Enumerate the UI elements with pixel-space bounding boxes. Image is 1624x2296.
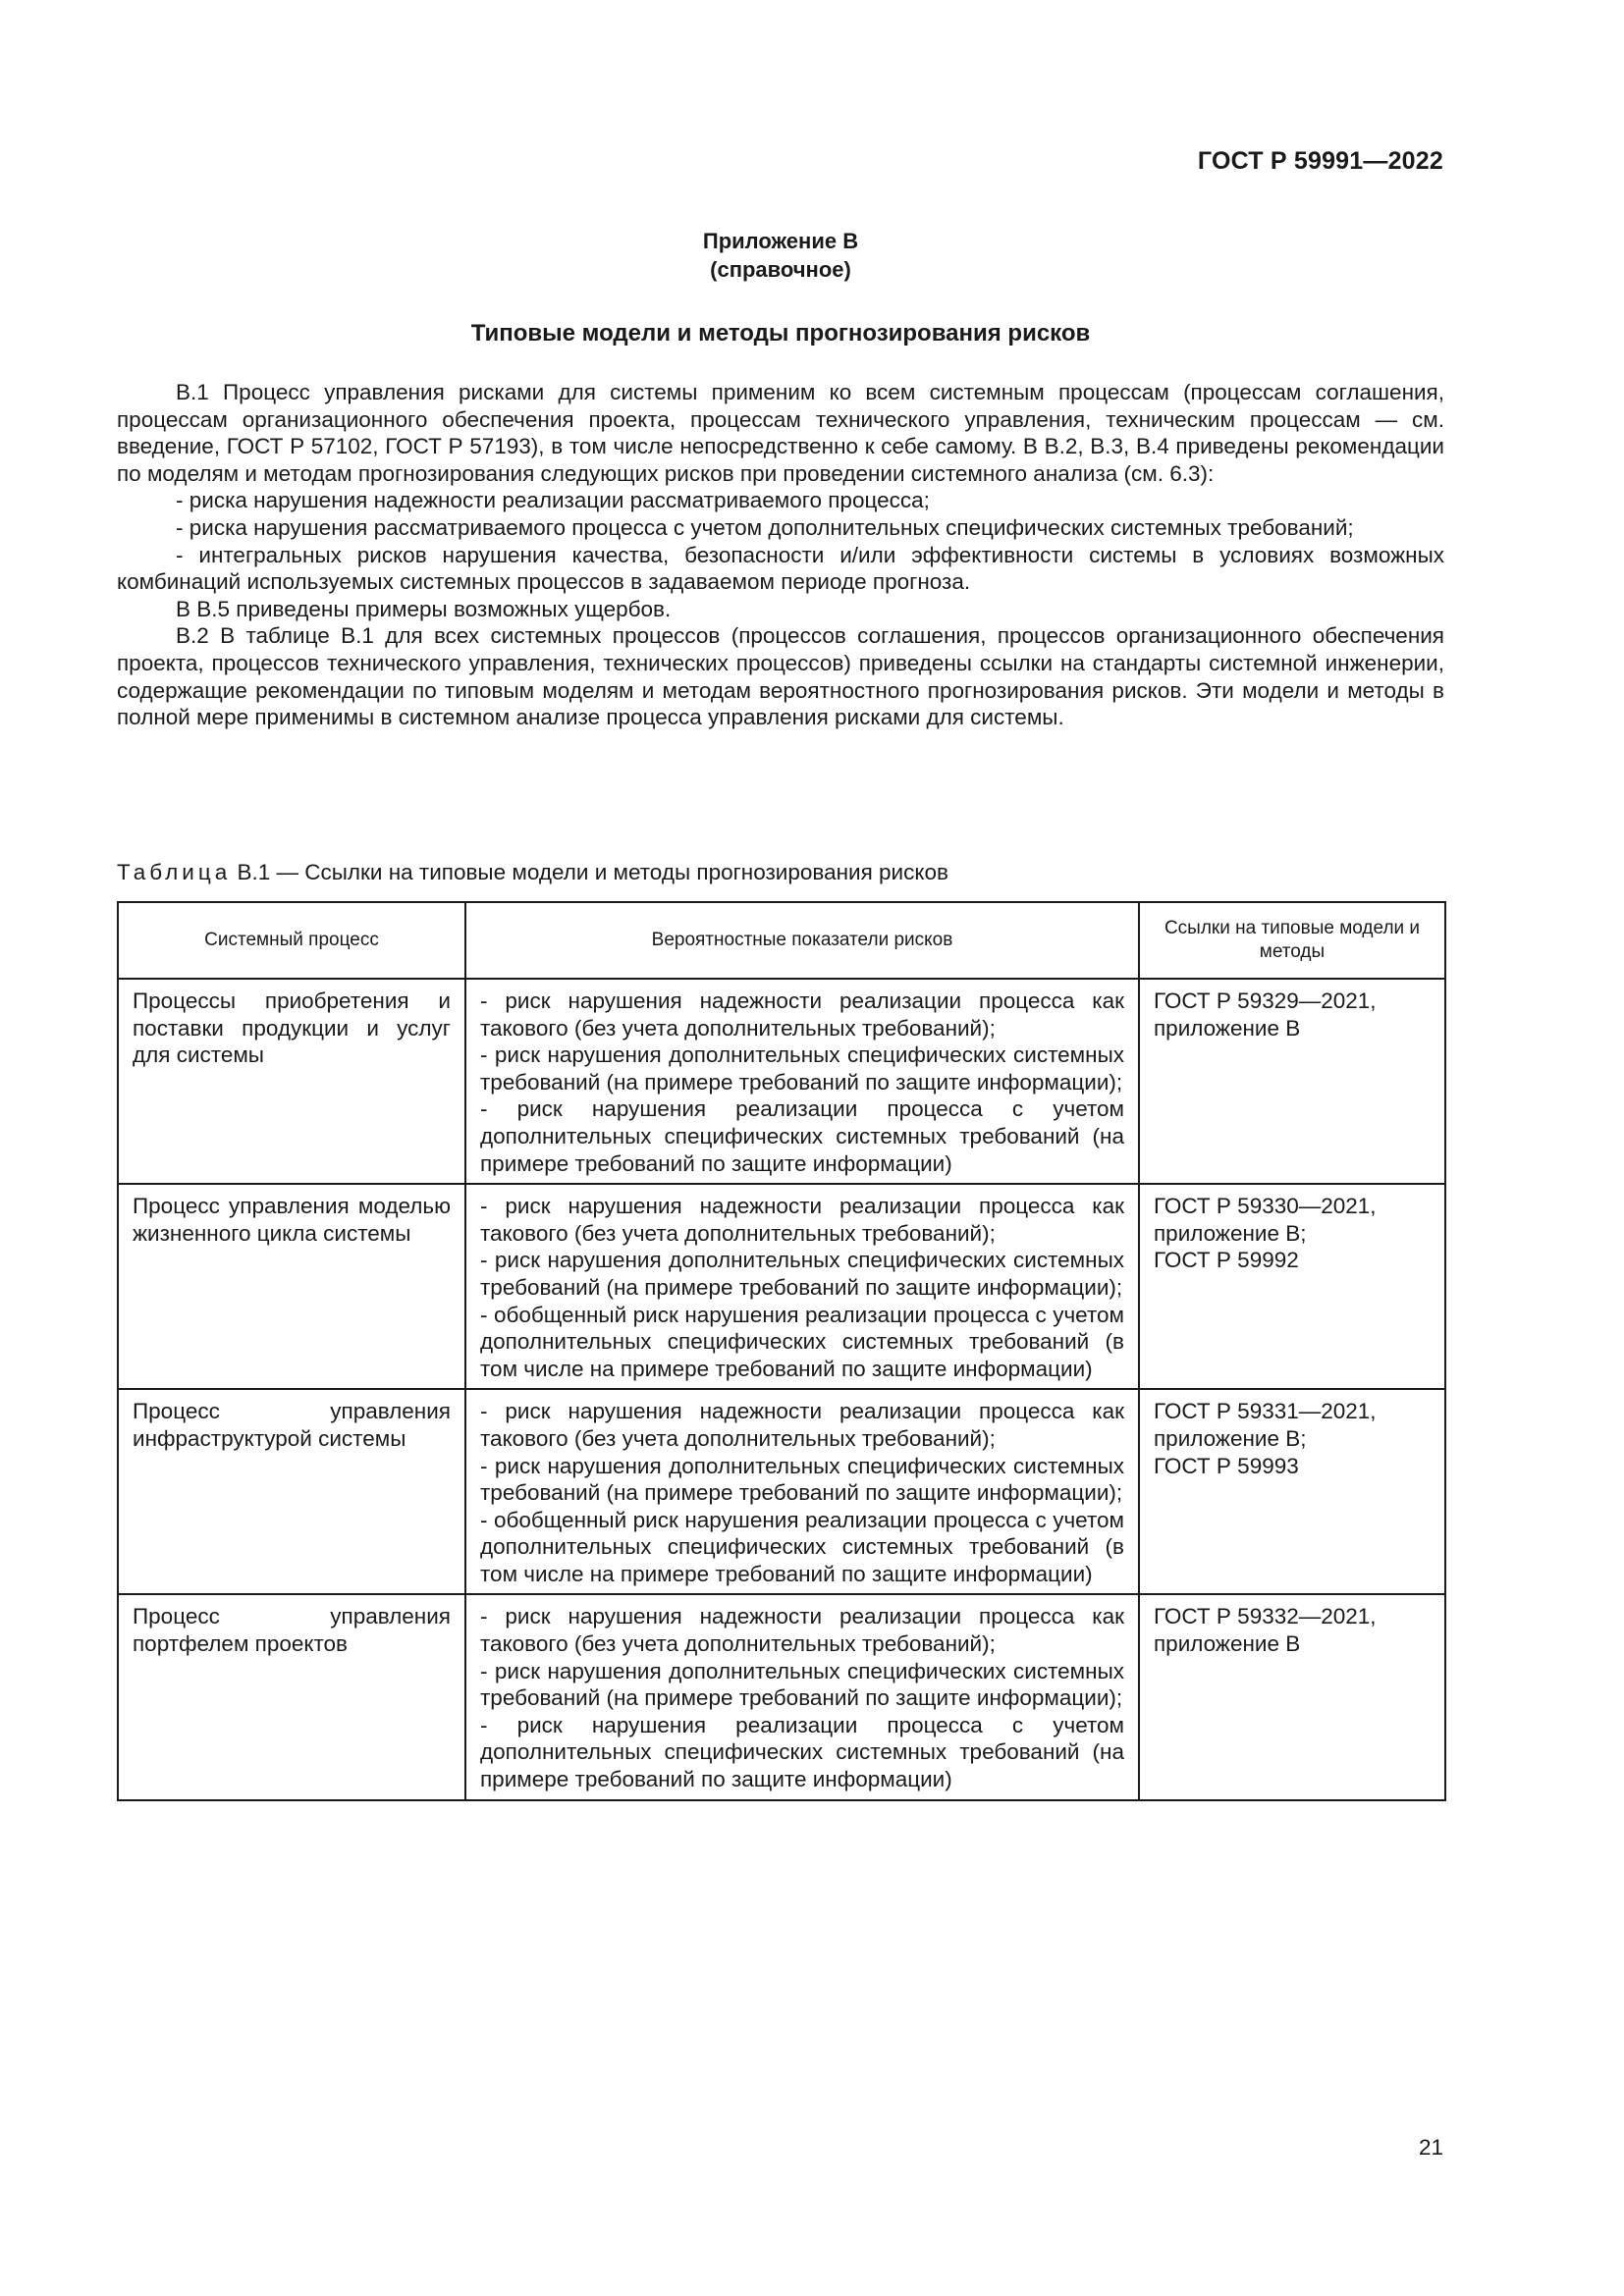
table-header-row bbox=[118, 902, 1445, 979]
reference-line: ГОСТ Р 59992 bbox=[1154, 1248, 1299, 1273]
risk-item: - риск нарушения дополнительных специфических системных требований (на примере требований по защите информации); bbox=[480, 1658, 1124, 1711]
header-system-process: Системный процесс bbox=[118, 902, 465, 979]
table-caption-label: Таблица bbox=[117, 860, 232, 884]
risk-item: - обобщенный риск нарушения реализации процесса с учетом дополнительных специфических системных требований (в том числе на примере требований по защите информации) bbox=[480, 1507, 1124, 1586]
reference-line: ГОСТ Р 59993 bbox=[1154, 1453, 1299, 1478]
table-row bbox=[118, 1594, 1445, 1799]
body-text bbox=[117, 379, 1444, 731]
risk-item: - риск нарушения надежности реализации процесса как такового (без учета дополнительных требований); bbox=[480, 1604, 1124, 1657]
table-caption-text: В.1 — Ссылки на типовые модели и методы прогнозирования рисков bbox=[231, 860, 948, 884]
cell-risks bbox=[465, 979, 1139, 1184]
cell-risks bbox=[465, 1389, 1139, 1594]
table-caption bbox=[117, 860, 948, 885]
annex-heading bbox=[117, 227, 1444, 284]
reference-line: приложение В; bbox=[1154, 1220, 1307, 1246]
risk-item: - риск нарушения реализации процесса с учетом дополнительных специфических системных требований (на примере требований по защите информации) bbox=[480, 1712, 1124, 1792]
paragraph: В.1 Процесс управления рисками для системы применим ко всем системным процессам (процессам соглашения, процессам организационного обеспечения проекта, процессам технического управления, техническим процессам — см. введение, ГОСТ Р 57102, ГОСТ Р 57193), в том числе непосредственно к себе самому. В В.2, В.3, В.4 приведены рекомендации по моделям и методам прогнозирования следующих рисков при проведении системного анализа (см. 6.3): bbox=[117, 380, 1444, 486]
cell-references bbox=[1139, 1389, 1445, 1594]
paragraph: В В.5 приведены примеры возможных ущербов. bbox=[176, 596, 672, 621]
paragraph: - интегральных рисков нарушения качества, безопасности и/или эффективности системы в условиях возможных комбинаций используемых системных процессов в задаваемом периоде прогноза. bbox=[117, 542, 1444, 595]
annex-label: Приложение В bbox=[702, 229, 859, 253]
cell-process: Процесс управления моделью жизненного цикла системы bbox=[118, 1184, 465, 1389]
cell-references bbox=[1139, 979, 1445, 1184]
reference-line: ГОСТ Р 59330—2021, bbox=[1154, 1194, 1377, 1219]
reference-line: ГОСТ Р 59329—2021, bbox=[1154, 988, 1377, 1013]
risk-item: - риск нарушения надежности реализации процесса как такового (без учета дополнительных требований); bbox=[480, 1194, 1124, 1246]
reference-line: приложение В bbox=[1154, 1015, 1301, 1041]
cell-references bbox=[1139, 1184, 1445, 1389]
cell-process: Процесс управления инфраструктурой системы bbox=[118, 1389, 465, 1594]
cell-risks bbox=[465, 1594, 1139, 1799]
cell-process: Процесс управления портфелем проектов bbox=[118, 1594, 465, 1799]
page-number: 21 bbox=[1418, 2135, 1443, 2160]
table-row bbox=[118, 1184, 1445, 1389]
reference-line: ГОСТ Р 59331—2021, bbox=[1154, 1399, 1377, 1424]
cell-process: Процессы приобретения и поставки продукции и услуг для системы bbox=[118, 979, 465, 1184]
reference-line: приложение В bbox=[1154, 1631, 1301, 1657]
header-risk-indicators: Вероятностные показатели рисков bbox=[465, 902, 1139, 979]
paragraph: - риска нарушения рассматриваемого процесса с учетом дополнительных специфических системных требований; bbox=[176, 514, 1354, 540]
risk-item: - риск нарушения надежности реализации процесса как такового (без учета дополнительных требований); bbox=[480, 988, 1124, 1041]
paragraph: - риска нарушения надежности реализации рассматриваемого процесса; bbox=[176, 488, 930, 513]
header-references: Ссылки на типовые модели и методы bbox=[1139, 902, 1445, 979]
standard-code: ГОСТ Р 59991—2022 bbox=[1197, 147, 1443, 175]
risk-models-table bbox=[117, 901, 1446, 1801]
risk-item: - риск нарушения дополнительных специфических системных требований (на примере требований по защите информации); bbox=[480, 1248, 1124, 1300]
paragraph: В.2 В таблице В.1 для всех системных процессов (процессов соглашения, процессов организационного обеспечения проекта, процессов технического управления, технических процессов) приведены ссылки на стандарты системной инженерии, содержащие рекомендации по типовым моделям и методам вероятностного прогнозирования рисков. Эти модели и методы в полной мере применимы в системном анализе процесса управления рисками для системы. bbox=[117, 623, 1444, 730]
reference-line: приложение В; bbox=[1154, 1425, 1307, 1451]
risk-item: - риск нарушения дополнительных специфических системных требований (на примере требований по защите информации); bbox=[480, 1453, 1124, 1506]
cell-risks bbox=[465, 1184, 1139, 1389]
annex-status: (справочное) bbox=[710, 257, 851, 282]
risk-item: - риск нарушения реализации процесса с учетом дополнительных специфических системных требований (на примере требований по защите информации) bbox=[480, 1096, 1124, 1176]
reference-line: ГОСТ Р 59332—2021, bbox=[1154, 1604, 1377, 1629]
risk-item: - обобщенный риск нарушения реализации процесса с учетом дополнительных специфических системных требований (в том числе на примере требований по защите информации) bbox=[480, 1302, 1124, 1381]
table-row bbox=[118, 1389, 1445, 1594]
risk-item: - риск нарушения дополнительных специфических системных требований (на примере требований по защите информации); bbox=[480, 1042, 1124, 1095]
table-row bbox=[118, 979, 1445, 1184]
cell-references bbox=[1139, 1594, 1445, 1799]
annex-title: Типовые модели и методы прогнозирования рисков bbox=[470, 320, 1091, 347]
risk-item: - риск нарушения надежности реализации процесса как такового (без учета дополнительных требований); bbox=[480, 1399, 1124, 1451]
